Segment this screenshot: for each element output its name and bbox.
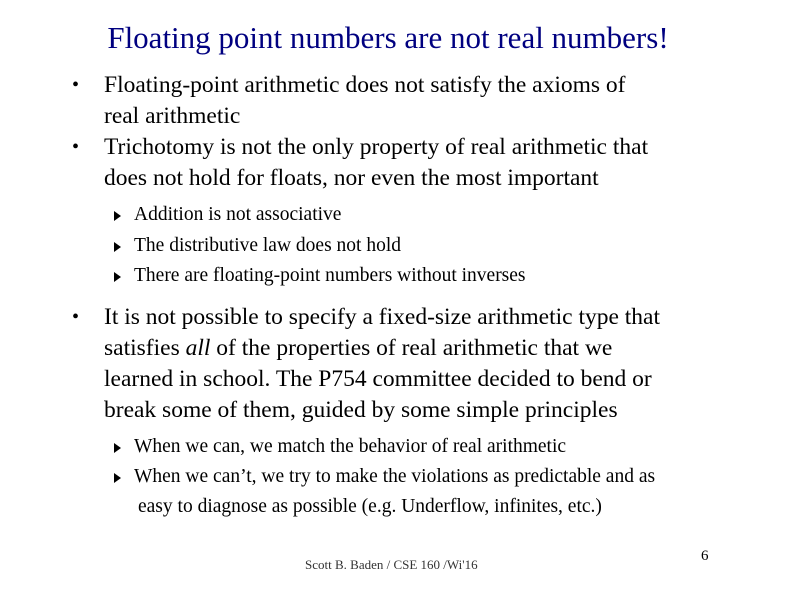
sub-bullet-text: Addition is not associative — [134, 204, 342, 225]
slide-footer: Scott B. Baden / CSE 160 /Wi'16 — [305, 557, 478, 572]
bullet-item-2 — [72, 132, 772, 194]
bullet-3-line-1: It is not possible to specify a fixed-size arithmetic type that — [104, 303, 661, 330]
bullet-item-1 — [72, 70, 772, 132]
slide-body — [72, 70, 772, 520]
bullet-glyph: • — [72, 136, 80, 158]
sub-bullet-text: The distributive law does not hold — [134, 234, 402, 256]
bullet-3-line-2-post: of the properties of real arithmetic that we — [210, 334, 613, 361]
bullet-3-emphasis: all — [185, 334, 211, 361]
arrow-bullet-icon — [114, 272, 121, 282]
arrow-bullet-icon — [114, 211, 121, 221]
bullet-glyph: • — [72, 305, 80, 328]
sub-bullet-2-2 — [72, 231, 772, 262]
bullet-1-line-1: Floating-point arithmetic does not satisfy the axioms of — [104, 72, 626, 98]
sub-bullet-text: There are floating-point numbers without inverses — [134, 265, 526, 286]
bullet-1-line-2: real arithmetic — [104, 103, 241, 129]
sub-bullet-3-2 — [72, 462, 772, 520]
page-number: 6 — [701, 548, 709, 564]
bullet-item-3 — [72, 302, 772, 426]
sub-bullet-text: When we can’t, we try to make the violations as predictable and as — [134, 466, 656, 487]
sub-bullet-text: When we can, we match the behavior of real arithmetic — [134, 435, 567, 457]
bullet-2-line-2: does not hold for floats, nor even the most important — [104, 165, 599, 191]
bullet-2-line-1: Trichotomy is not the only property of real arithmetic that — [104, 134, 649, 160]
bullet-3-line-3: learned in school. The P754 committee decided to bend or — [104, 365, 652, 392]
bullet-3-line-2-pre: satisfies — [104, 334, 186, 361]
arrow-bullet-icon — [114, 473, 121, 483]
sub-bullet-continuation: easy to diagnose as possible (e.g. Underflow, infinites, etc.) — [138, 495, 602, 517]
slide-title-text: Floating point numbers are not real numbers! — [107, 20, 669, 55]
bullet-glyph: • — [72, 74, 80, 96]
slide-title — [0, 20, 792, 56]
sub-bullet-2-3 — [72, 261, 772, 292]
bullet-3-line-2 — [104, 333, 772, 364]
sub-bullet-3-1 — [72, 432, 772, 463]
arrow-bullet-icon — [114, 443, 121, 453]
bullet-3-line-4: break some of them, guided by some simple principles — [104, 396, 618, 423]
arrow-bullet-icon — [114, 242, 121, 252]
sub-bullet-2-1 — [72, 200, 772, 231]
